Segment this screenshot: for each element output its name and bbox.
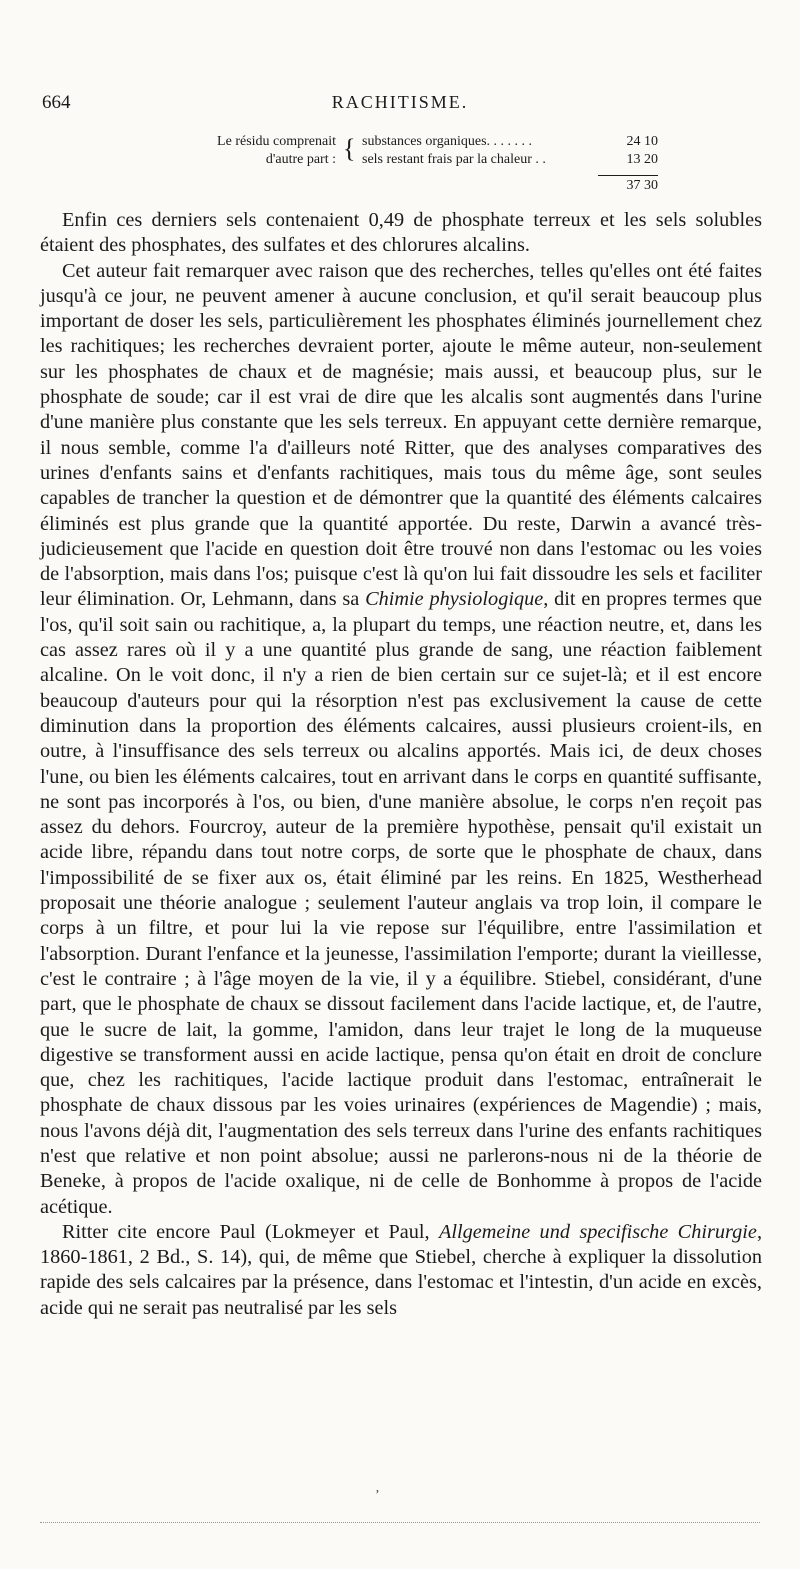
paragraph-2-continuation: , dit en propres termes que l'os, qu'il soit sain ou rachitique, a, la plupart du temps, une réaction neutre, et, dans les cas assez rares où il y a une quantité plus grande de sang, une réaction faiblement alcaline. On le voit donc, il n'y a rien de bien certain sur ce sujet-là; et il est encore beaucoup d'auteurs pour qui la résorption n'est pas exclusivement la cause de cette diminution dans la proportion des éléments calcaires, aussi plusieurs croient-ils, en outre, à l'insuffisance des sels terreux ou alcalins apportés. Mais ici, de deux choses l'une, ou bien les éléments calcaires, tout en arrivant dans le corps en quantité suffisante, ne sont pas incorporés à l'os, ou bien, d'une manière absolue, le corps n'en reçoit pas assez du dehors. Fourcroy, auteur de la première hypothèse, pensait qu'il existait un acide libre, répandu dans tout notre corps, de sorte que le phosphate de chaux, dans l'impossibilité de se fixer aux os, était éliminé par les reins. En 1825, Westherhead proposait une théorie analogue ; seulement l'auteur anglais va trop loin, il compare le corps à un filtre, et pour lui la vie repose sur l'équilibre, entre l'assimilation et l'absorption. Durant l'enfance et la jeunesse, l'assimilation l'emporte; durant la vieillesse, c'est le contraire ; à l'âge moyen de la vie, il y a équilibre. Stiebel, considérant, d'une part, que le phosphate de chaux se dissout facilement dans l'acide lactique, et, de l'autre, que le sucre de lait, la gomme, l'amidon, dans leur trajet le long de la muqueuse digestive se transforment aussi en acide lactique, pensa qu'on était en droit de conclure que, chez les rachitiques, l'acide lactique produit dans l'estomac, entraînerait le phosphate de chaux dissous par les voies urinaires (expériences de Magendie) ; mais, nous l'avons déjà dit, l'augmentation des sels terreux dans l'urine des enfants rachitiques n'est que relative et non point absolue; aussi ne parlerons-nous ni de la théorie de Beneke, à propos de l'acide oxalique, ni de celle de Bonhomme à propos de l'acide acétique.: [40, 588, 762, 1218]
paragraph-2-text: Cet auteur fait remarquer avec raison que des recherches, telles qu'elles ont été faites jusqu'à ce jour, ne peuvent amener à aucune conclusion, et qu'il serait beaucoup plus important de doser les sels, particulièrement les phosphates éliminés journellement chez les rachitiques; les recherches devraient porter, ajoute le même auteur, non-seulement sur les phosphates de chaux et de magnésie; mais aussi, et beaucoup plus, sur le phosphate de soude; car il est vrai de dire que les alcalis sont augmentés dans l'urine d'une manière plus constante que les sels terreux. En appuyant cette dernière remarque, il nous semble, comme l'a d'ailleurs noté Ritter, que des analyses comparatives des urines d'enfants sains et d'enfants rachitiques, mais tous du même âge, sont seules capables de trancher la question et de démontrer que la quantité des éléments calcaires éliminés est plus grande que la quantité apportée. Du reste, Darwin a avancé très-judicieusement que l'acide en question doit être trouvé non dans l'estomac ou les voies de l'absorption, mais dans l'os; puisque c'est là qu'on lui fait dissoudre les sels et faciliter leur élimination. Or, Lehmann, dans sa: [40, 259, 762, 611]
paragraph-3-text: Ritter cite encore Paul (Lokmeyer et Paul,: [62, 1220, 430, 1243]
page-header: [40, 92, 760, 122]
brace-symbol: {: [343, 134, 356, 163]
book-title-chimie: Chimie physiologique: [365, 588, 544, 611]
book-title-chirurgie: Allgemeine und specifische Chirurgie: [438, 1220, 757, 1243]
residue-table: [120, 134, 660, 192]
paragraph-3: [40, 1220, 762, 1321]
paragraph-3-continuation: , 1860-1861, 2 Bd., S. 14), qui, de même que Stiebel, cherche à expliquer la dissolution rapide des sels calcaires par la présence, dans l'estomac et l'intestin, d'un acide en excès, acide qui ne serait pas neutralisé par les sels: [40, 1220, 763, 1319]
page-number: 664: [42, 92, 71, 113]
residue-label-2: sels restant frais par la chaleur . .: [362, 152, 546, 167]
paragraph-1: Enfin ces derniers sels contenaient 0,49 de phosphate terreux et les sels solubles étaient des phosphates, des sulfates et des chlorures alcalins.: [40, 209, 762, 257]
paragraph-2: [40, 259, 762, 1220]
residue-label-1: substances organiques. . . . . . .: [362, 134, 533, 149]
residue-intro-line-2: d'autre part :: [265, 152, 336, 167]
body-text: [40, 208, 762, 1321]
residue-value-1: 24 10: [626, 134, 658, 149]
residue-total: 37 30: [598, 175, 658, 194]
residue-total-row: [120, 170, 660, 192]
residue-value-2: 13 20: [626, 152, 658, 167]
running-title: RACHITISME.: [331, 92, 469, 112]
residue-intro-line-1: Le résidu comprenait: [217, 134, 336, 149]
printer-mark: ʼ: [375, 1488, 380, 1503]
footer-rule: [40, 1522, 760, 1523]
residue-row-2: [120, 152, 660, 170]
